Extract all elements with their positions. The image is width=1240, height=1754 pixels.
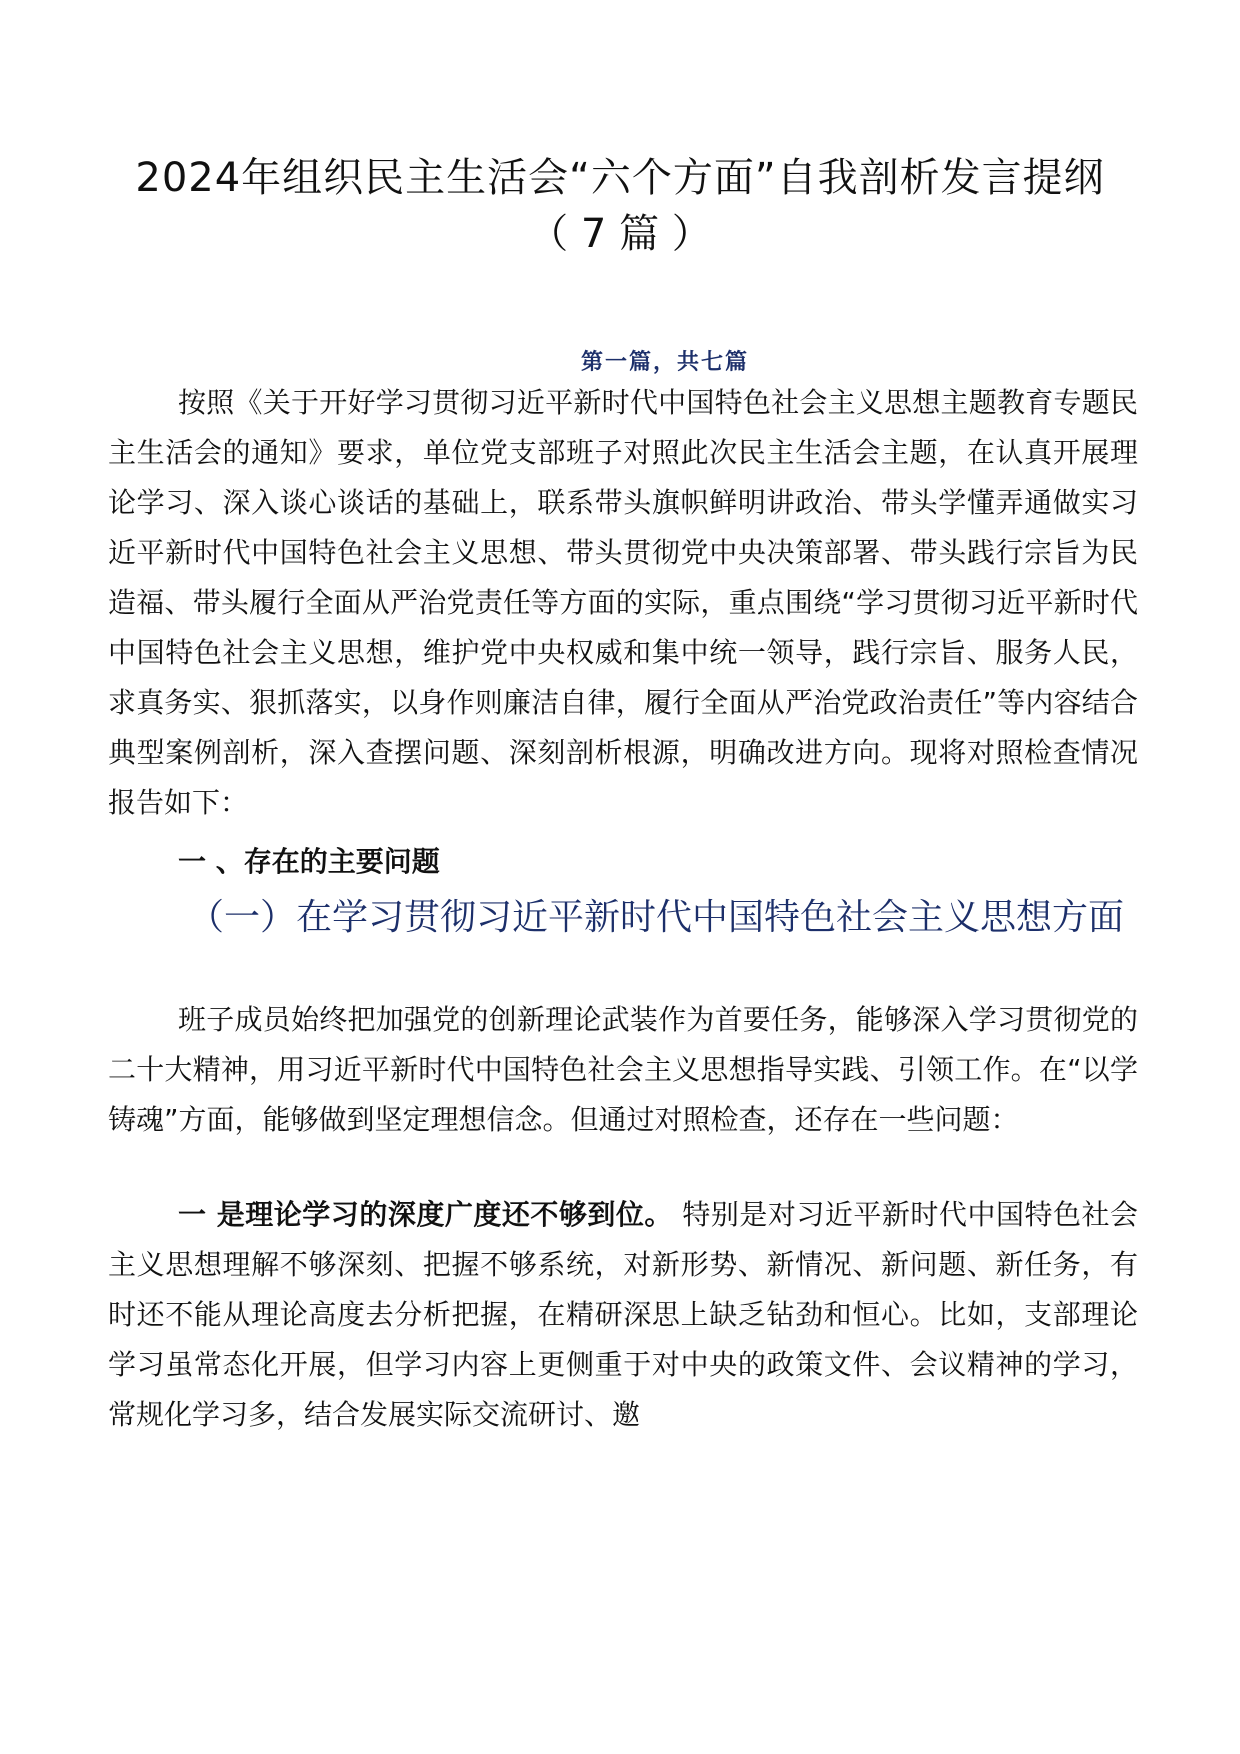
document-title: 2024年组织民主生活会“六个方面”自我剖析发言提纲 [135, 155, 1105, 201]
team-paragraph: 班子成员始终把加强党的创新理论武装作为首要任务，能够深入学习贯彻党的二十大精神，用习近平新时代中国特色社会主义思想指导实践、引领工作。在“以学铸魂”方面，能够做到坚定理想信念。但通过对照检查，还存在一些问题： [108, 1003, 1138, 1136]
intro-paragraph: 按照《关于开好学习贯彻习近平新时代中国特色社会主义思想主题教育专题民主生活会的通知》要求，单位党支部班子对照此次民主生活会主题，在认真开展理论学习、深入谈心谈话的基础上，联系带头旗帜鲜明讲政治、带头学懂弄通做实习近平新时代中国特色社会主义思想、带头贯彻党中央决策部署、带头践行宗旨为民造福、带头履行全面从严治党责任等方面的实际，重点围绕“学习贯彻习近平新时代中国特色社会主义思想，维护党中央权威和集中统一领导，践行宗旨、服务人民，求真务实、狠抓落实，以身作则廉洁自律，履行全面从严治党政治责任”等内容结合典型案例剖析，深入查摆问题、深刻剖析根源，明确改进方向。现将对照检查情况报告如下： [108, 386, 1138, 819]
document-title-count: （ 7 篇 ） [528, 211, 712, 257]
point-one-paragraph [108, 1190, 1138, 1440]
point-one-lead: 一 是理论学习的深度广度还不够到位。 [178, 1198, 673, 1231]
heading-main-problems: 一 、存在的主要问题 [178, 845, 440, 878]
point-one-body: 特别是对习近平新时代中国特色社会主义思想理解不够深刻、把握不够系统，对新形势、新情况、新问题、新任务，有时还不能从理论高度去分析把握，在精研深思上缺乏钻劲和恒心。比如，支部理论学习虽常态化开展，但学习内容上更侧重于对中央的政策文件、会议精神的学习，常规化学习多，结合发展实际交流研讨、邀 [108, 1198, 1138, 1431]
heading-study-aspect: （一）在学习贯彻习近平新时代中国特色社会主义思想方面 [188, 897, 1125, 938]
section-label: 第一篇，共七篇 [580, 349, 749, 375]
